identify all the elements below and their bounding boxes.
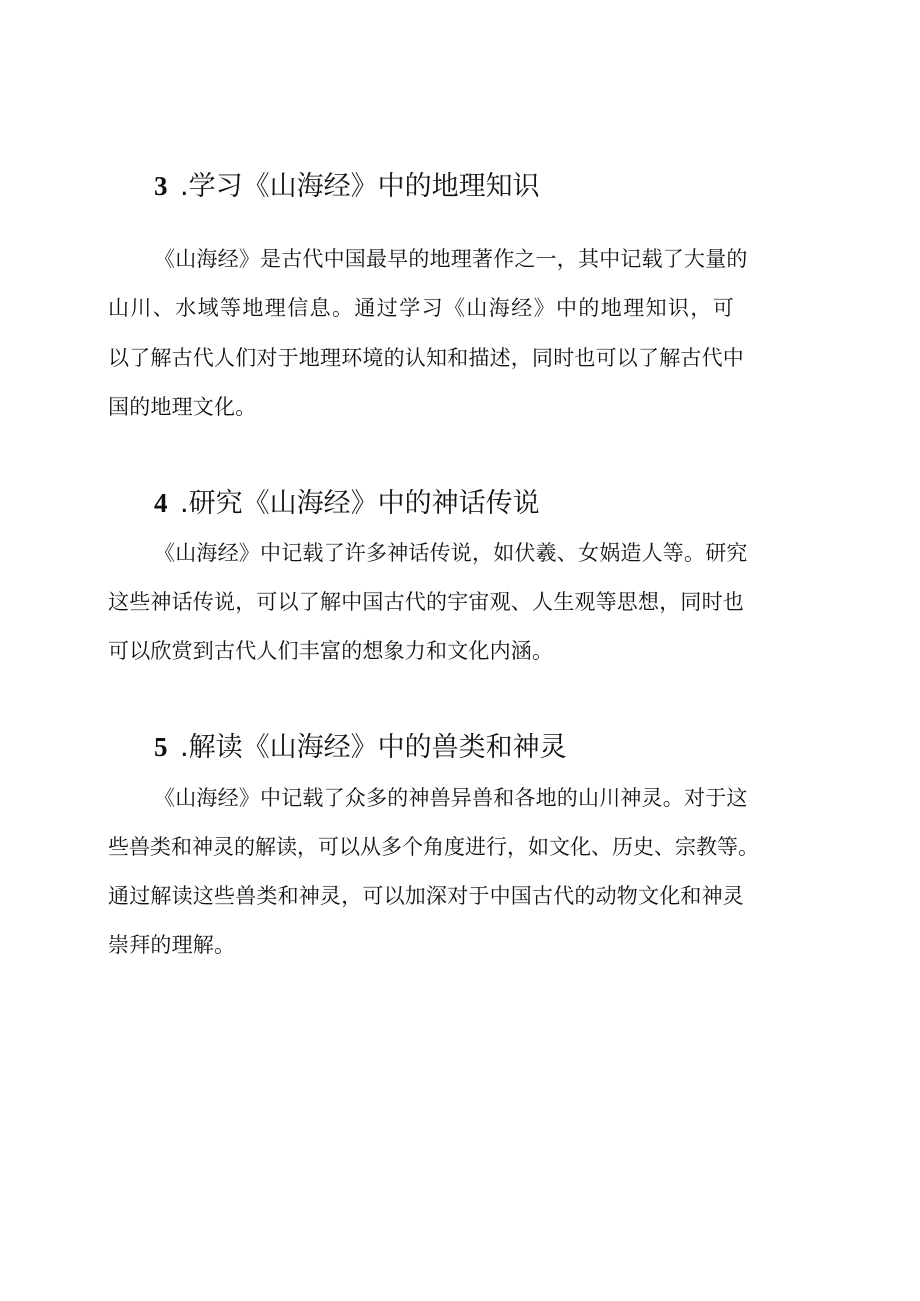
section-title: .学习《山海经》中的地理知识	[180, 171, 540, 202]
section-number: 5	[154, 732, 168, 762]
paragraph-line: 《山海经》中记载了众多的神兽异兽和各地的山川神灵。对于这	[154, 786, 748, 810]
section-heading-4	[154, 485, 540, 522]
paragraph-line: 《山海经》是古代中国最早的地理著作之一，其中记载了大量的	[154, 247, 748, 271]
paragraph-line: 国的地理文化。	[108, 395, 257, 419]
paragraph-line: 这些神话传说，可以了解中国古代的宇宙观、人生观等思想，同时也	[108, 590, 744, 614]
section-heading-3	[154, 168, 540, 205]
section-title: .研究《山海经》中的神话传说	[180, 488, 540, 519]
paragraph-line: 以了解古代人们对于地理环境的认知和描述，同时也可以了解古代中	[108, 346, 744, 370]
paragraph-line: 《山海经》中记载了许多神话传说，如伏羲、女娲造人等。研究	[154, 541, 748, 565]
paragraph-line: 通过解读这些兽类和神灵，可以加深对于中国古代的动物文化和神灵	[108, 884, 744, 908]
section-heading-5	[154, 729, 567, 766]
paragraph-line: 可以欣赏到古代人们丰富的想象力和文化内涵。	[108, 639, 554, 663]
paragraph-line: 些兽类和神灵的解读，可以从多个角度进行，如文化、历史、宗教等。	[108, 835, 759, 859]
paragraph-line: 崇拜的理解。	[108, 933, 236, 957]
section-number: 3	[154, 171, 168, 201]
section-number: 4	[154, 488, 168, 518]
paragraph-line: 山川、水域等地理信息。通过学习《山海经》中的地理知识，可	[108, 296, 736, 320]
section-title: .解读《山海经》中的兽类和神灵	[180, 732, 567, 763]
